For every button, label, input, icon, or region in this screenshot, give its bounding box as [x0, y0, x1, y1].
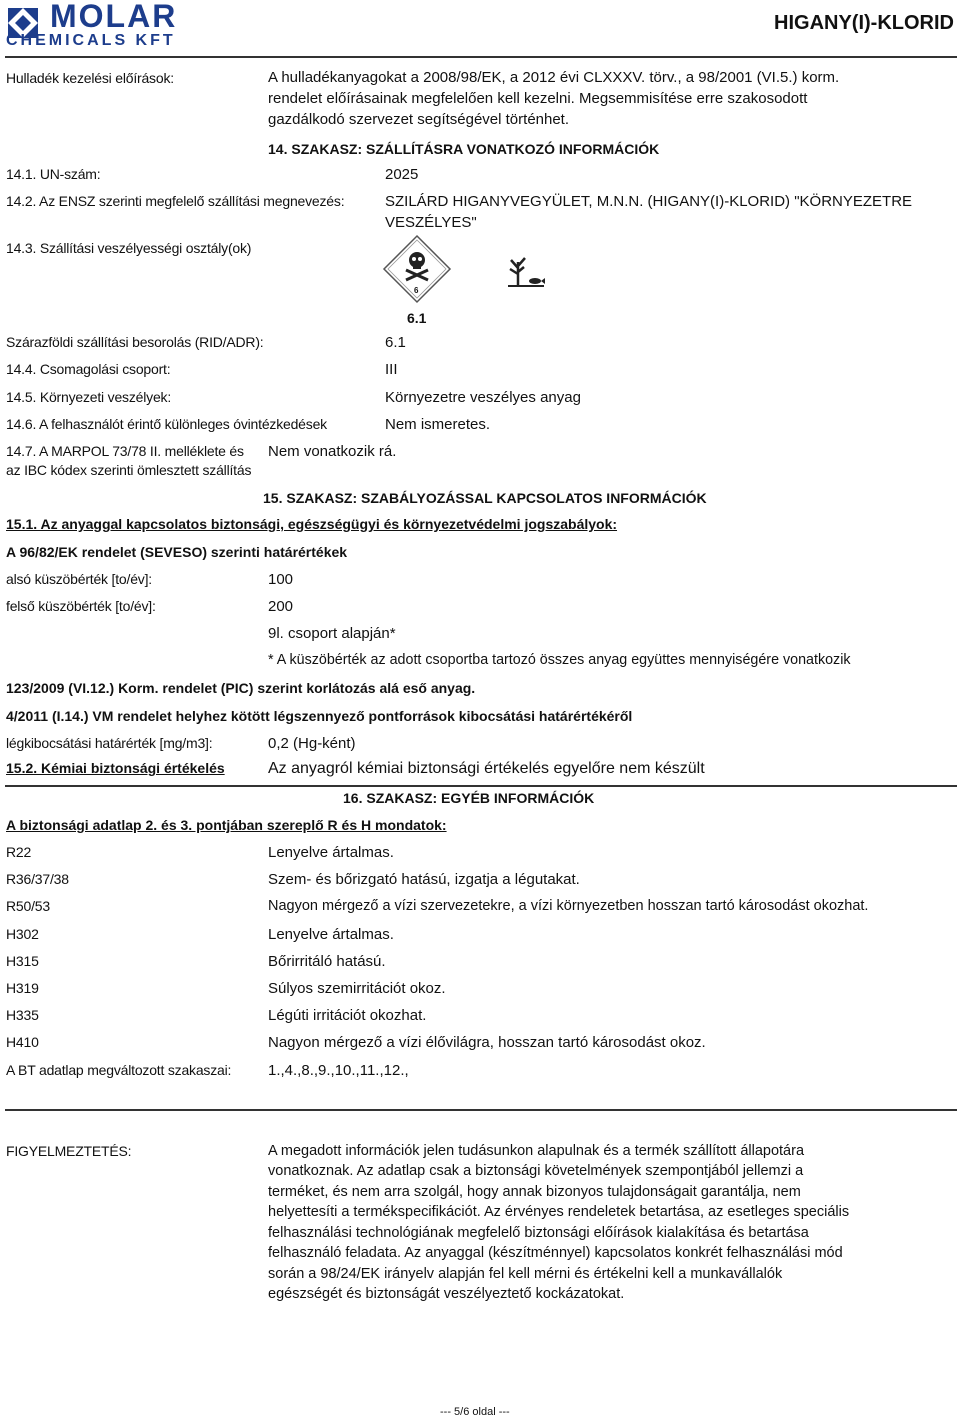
threshold-footnote: * A küszöbérték az adott csoportba tartozó összes anyag együttes mennyiségére vonatkozik — [268, 652, 851, 668]
phrase-text: Bőrirritáló hatású. — [268, 953, 386, 970]
phrase-text: Lenyelve ártalmas. — [268, 926, 394, 943]
phrase-code: H335 — [6, 1007, 39, 1023]
air-emission-label: légkibocsátási határérték [mg/m3]: — [6, 735, 213, 751]
warning-line: vonatkoznak. Az adatlap csak a biztonsági követelmények szempontjából jellemzi a — [268, 1163, 804, 1179]
hazard-class-label: 14.3. Szállítási veszélyességi osztály(ok) — [6, 240, 252, 256]
logo-top-text: MOLAR — [50, 0, 178, 34]
upper-threshold-label: felső küszöbérték [to/év]: — [6, 598, 156, 614]
phrase-text: Nagyon mérgező a vízi szervezetekre, a vízi környezetben hosszan tartó károsodást okozhat. — [268, 898, 869, 914]
environmental-hazard-label: 14.5. Környezeti veszélyek: — [6, 389, 172, 405]
company-logo — [6, 2, 236, 48]
header-divider — [5, 56, 957, 58]
regulations-subtitle: 15.1. Az anyaggal kapcsolatos biztonsági, egészségügyi és környezetvédelmi jogszabályok: — [6, 516, 618, 532]
pic-restriction: 123/2009 (VI.12.) Korm. rendelet (PIC) szerint korlátozás alá eső anyag. — [6, 680, 476, 696]
pictogram-class-number: 6 — [414, 286, 419, 295]
phrase-text: Lenyelve ártalmas. — [268, 844, 394, 861]
warning-line: során a 98/24/EK irányelv alapján fel kell mérni és értékelni kell a munkavállalók — [268, 1266, 783, 1282]
marpol-value: Nem vonatkozik rá. — [268, 443, 397, 460]
packing-group-value: III — [385, 361, 398, 378]
shipping-name-line-1: SZILÁRD HIGANYVEGYÜLET, M.N.N. (HIGANY(I)-KLORID) "KÖRNYEZETRE — [385, 193, 913, 210]
warning-line: felhasználó feladata. Az anyaggal (készítménnyel) kapcsolatos konkrét felhasználási mód — [268, 1245, 843, 1261]
phrase-text: Szem- és bőrizgató hatású, izgatja a légutakat. — [268, 871, 580, 888]
logo-bottom-text: CHEMICALS KFT — [6, 32, 176, 49]
warning-line: terméket, és nem arra szolgál, hogy annak bizonyos tulajdonságait garantálja, nem — [268, 1184, 801, 1200]
chemical-safety-label: 15.2. Kémiai biztonsági értékelés — [6, 760, 225, 776]
shipping-name-label: 14.2. Az ENSZ szerinti megfelelő szállítási megnevezés: — [6, 193, 345, 209]
changed-sections-value: 1.,4.,8.,9.,10.,11.,12., — [268, 1062, 409, 1079]
warning-label: FIGYELMEZTETÉS: — [6, 1143, 132, 1159]
disposal-line-3: gazdálkodó szervezet segítségével történhet. — [268, 111, 570, 128]
warning-line: felhasználási technológiának megfelelő biztonsági előírások kialakítása és betartása — [268, 1225, 809, 1241]
phrase-code: H319 — [6, 980, 39, 996]
page-number: --- 5/6 oldal --- — [440, 1406, 510, 1418]
vm-regulation: 4/2011 (I.14.) VM rendelet helyhez kötött légszennyező pontforrások kibocsátási határértékéről — [6, 708, 633, 724]
shipping-name-line-2: VESZÉLYES" — [385, 214, 477, 231]
upper-threshold-value: 200 — [268, 598, 294, 615]
group-basis: 9l. csoport alapján* — [268, 625, 396, 642]
section-14-title: 14. SZAKASZ: SZÁLLÍTÁSRA VONATKOZÓ INFORMÁCIÓK — [268, 141, 660, 157]
phrase-code: H315 — [6, 953, 39, 969]
disposal-line-2: rendelet előírásainak megfelelően kell kezelni. Megsemmisítése erre szakosodott — [268, 90, 808, 107]
land-transport-value: 6.1 — [385, 334, 406, 351]
marpol-label-line-1: 14.7. A MARPOL 73/78 II. melléklete és — [6, 443, 244, 459]
phrase-code: H302 — [6, 926, 39, 942]
phrases-subtitle: A biztonsági adatlap 2. és 3. pontjában szereplő R és H mondatok: — [6, 817, 447, 833]
environmental-hazard-value: Környezetre veszélyes anyag — [385, 389, 581, 406]
disposal-line-1: A hulladékanyagokat a 2008/98/EK, a 2012 évi CLXXXV. törv., a 98/2001 (VI.5.) korm. — [268, 69, 840, 86]
section-15-title: 15. SZAKASZ: SZABÁLYOZÁSSAL KAPCSOLATOS INFORMÁCIÓK — [263, 490, 707, 506]
phrase-text: Nagyon mérgező a vízi élővilágra, hosszan tartó károsodást okoz. — [268, 1034, 706, 1051]
phrase-text: Légúti irritációt okozhat. — [268, 1007, 427, 1024]
packing-group-label: 14.4. Csomagolási csoport: — [6, 361, 171, 377]
disposal-label: Hulladék kezelési előírások: — [6, 70, 174, 86]
environment-pictogram — [506, 252, 546, 288]
un-number-label: 14.1. UN-szám: — [6, 166, 101, 182]
air-emission-value: 0,2 (Hg-ként) — [268, 735, 356, 752]
phrase-code: R36/37/38 — [6, 871, 69, 887]
phrase-text: Súlyos szemirritációt okoz. — [268, 980, 446, 997]
phrase-code: H410 — [6, 1034, 39, 1050]
phrase-code: R22 — [6, 844, 32, 860]
toxic-pictogram — [382, 234, 452, 304]
section-16-title: 16. SZAKASZ: EGYÉB INFORMÁCIÓK — [343, 790, 595, 806]
marpol-label-line-2: az IBC kódex szerinti ömlesztett szállítás — [6, 462, 252, 478]
lower-threshold-label: alsó küszöbérték [to/év]: — [6, 571, 152, 587]
un-number-value: 2025 — [385, 166, 419, 183]
section-16-divider — [5, 785, 957, 787]
dead-tree-fish-icon — [506, 252, 546, 288]
changed-sections-label: A BT adatlap megváltozott szakaszai: — [6, 1062, 232, 1078]
warning-line: A megadott információk jelen tudásunkon alapulnak és a termék szállított állapotára — [268, 1143, 805, 1159]
lower-threshold-value: 100 — [268, 571, 294, 588]
pictogram-caption: 6.1 — [407, 310, 427, 326]
chemical-safety-value: Az anyagról kémiai biztonsági értékelés egyelőre nem készült — [268, 760, 705, 777]
product-title: HIGANY(I)-KLORID — [774, 12, 954, 34]
seveso-heading: A 96/82/EK rendelet (SEVESO) szerinti határértékek — [6, 544, 348, 560]
warning-divider — [5, 1109, 957, 1111]
warning-line: egészségét és biztonságát veszélyeztető kockázatokat. — [268, 1286, 625, 1302]
land-transport-label: Szárazföldi szállítási besorolás (RID/ADR): — [6, 334, 264, 350]
special-precautions-value: Nem ismeretes. — [385, 416, 491, 433]
warning-line: helyettesíti a termékspecifikációt. Az érvényes rendeletek betartása, az esetleges speciális — [268, 1204, 850, 1220]
phrase-code: R50/53 — [6, 898, 50, 914]
special-precautions-label: 14.6. A felhasználót érintő különleges óvintézkedések — [6, 416, 327, 432]
